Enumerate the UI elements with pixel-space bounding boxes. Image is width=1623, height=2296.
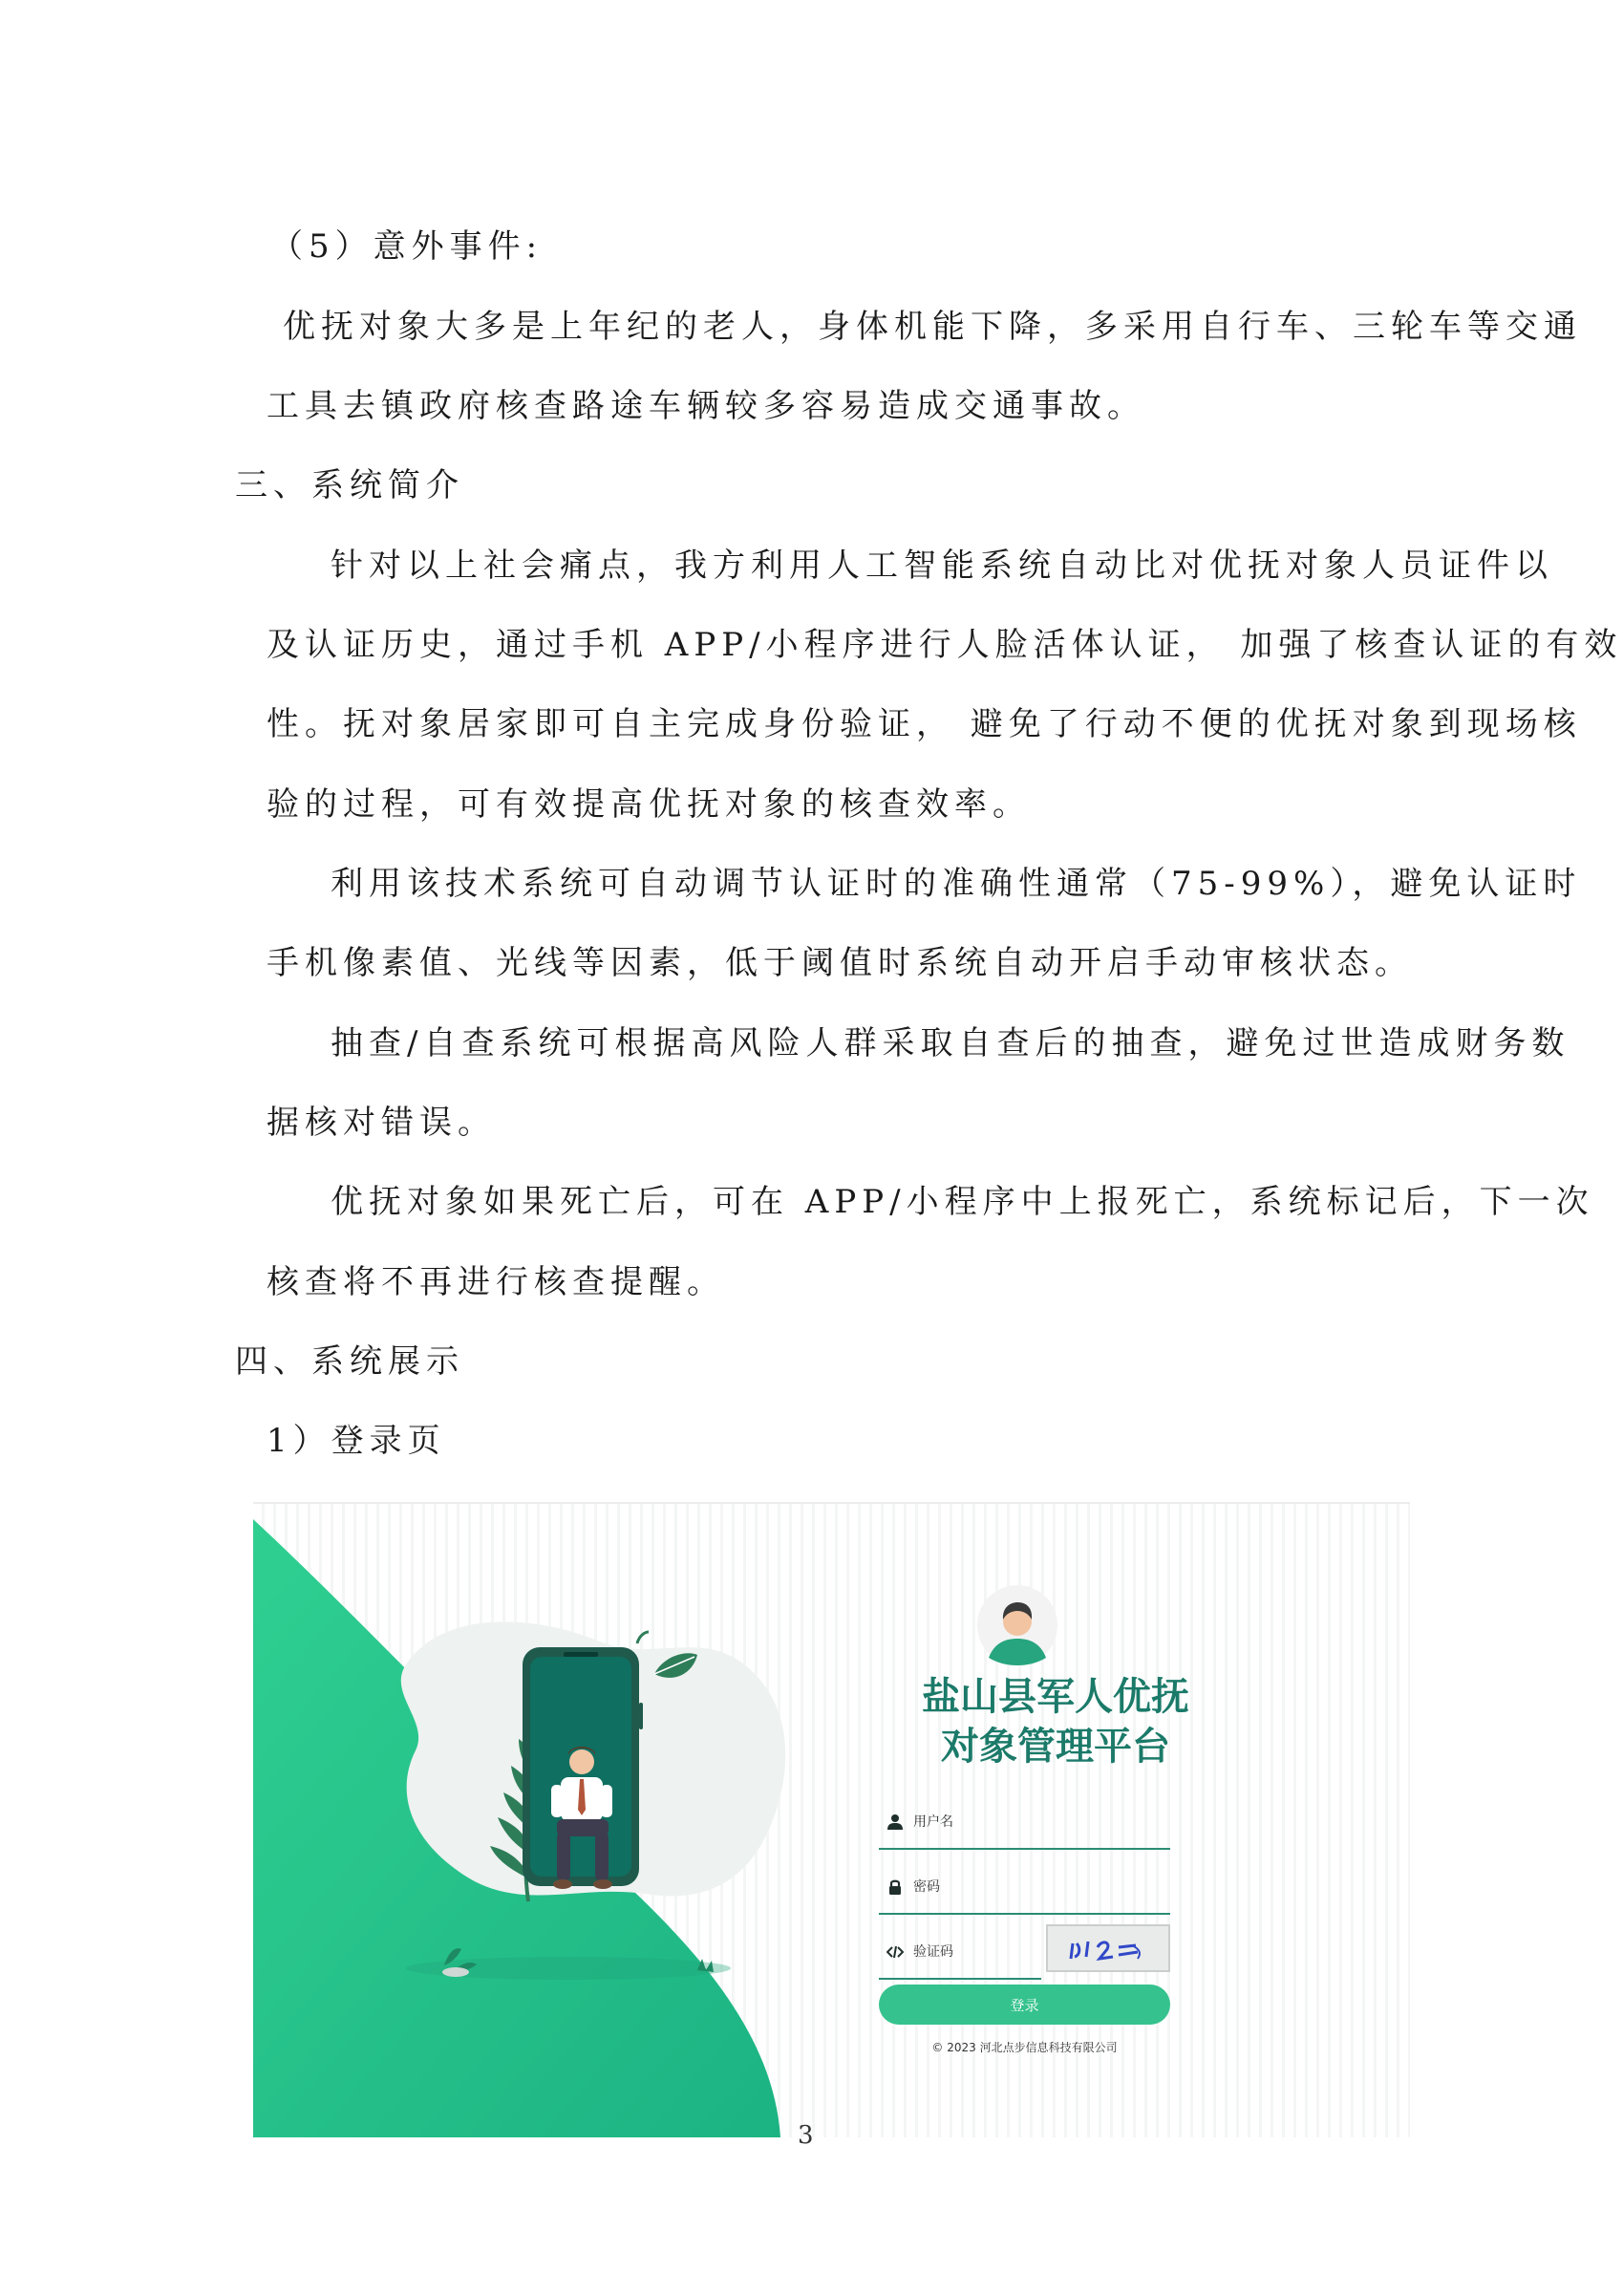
login-button[interactable]: 登录: [879, 1985, 1170, 2025]
paragraph-spotcheck-line1: 抽查/自查系统可根据高风险人群采取自查后的抽查，避免过世造成财务数: [331, 1024, 1570, 1062]
paragraph-spotcheck-line2: 据核对错误。: [267, 1104, 496, 1142]
paragraph-accuracy-line1: 利用该技术系统可自动调节认证时的准确性通常（75-99%），避免认证时: [331, 865, 1582, 903]
captcha-input[interactable]: [879, 1934, 1045, 1980]
paragraph-intro-line2: 及认证历史，通过手机 APP/小程序进行人脸活体认证， 加强了核查认证的有效: [267, 626, 1623, 664]
copyright-text: © 2023 河北点步信息科技有限公司: [931, 2041, 1118, 2054]
paragraph-accuracy-line2: 手机像素值、光线等因素，低于阈值时系统自动开启手动审核状态。: [267, 944, 1413, 982]
login-illustration: [253, 1502, 1410, 2137]
login-title-line2: 对象管理平台: [941, 1725, 1170, 1769]
captcha-label: 验证码: [913, 1944, 953, 1960]
paragraph-intro-line1: 针对以上社会痛点，我方利用人工智能系统自动比对优抚对象人员证件以: [331, 547, 1553, 585]
paragraph-accident-line1: 优抚对象大多是上年纪的老人，身体机能下降，多采用自行车、三轮车等交通: [283, 308, 1582, 346]
section-heading-system-intro: 三、系统简介: [235, 466, 464, 504]
avatar-icon: [977, 1585, 1057, 1665]
login-page-screenshot: [253, 1502, 1410, 2137]
password-label: 密码: [913, 1879, 940, 1895]
captcha-glyphs: [1048, 1926, 1168, 1970]
username-label: 用户名: [913, 1814, 953, 1830]
captcha-field[interactable]: [879, 1934, 1041, 1980]
username-field[interactable]: [879, 1804, 1170, 1850]
login-title-line1: 盐山县军人优抚: [922, 1675, 1189, 1719]
password-input[interactable]: [879, 1869, 1174, 1915]
paragraph-accident-line2: 工具去镇政府核查路途车辆较多容易造成交通事故。: [267, 387, 1145, 425]
paragraph-accident-heading: （5）意外事件:: [270, 227, 544, 266]
page-number: 3: [798, 2121, 814, 2150]
password-field[interactable]: [879, 1869, 1170, 1915]
paragraph-intro-line4: 验的过程，可有效提高优抚对象的核查效率。: [267, 785, 1031, 824]
captcha-image[interactable]: [1046, 1924, 1170, 1972]
paragraph-intro-line3: 性。抚对象居家即可自主完成身份验证， 避免了行动不便的优抚对象到现场核: [267, 705, 1582, 743]
subheading-login-page: 1）登录页: [267, 1422, 446, 1460]
paragraph-death-line2: 核查将不再进行核查提醒。: [267, 1263, 725, 1301]
paragraph-death-line1: 优抚对象如果死亡后，可在 APP/小程序中上报死亡，系统标记后，下一次: [331, 1183, 1594, 1221]
username-input[interactable]: [879, 1804, 1174, 1850]
section-heading-system-display: 四、系统展示: [235, 1342, 464, 1381]
